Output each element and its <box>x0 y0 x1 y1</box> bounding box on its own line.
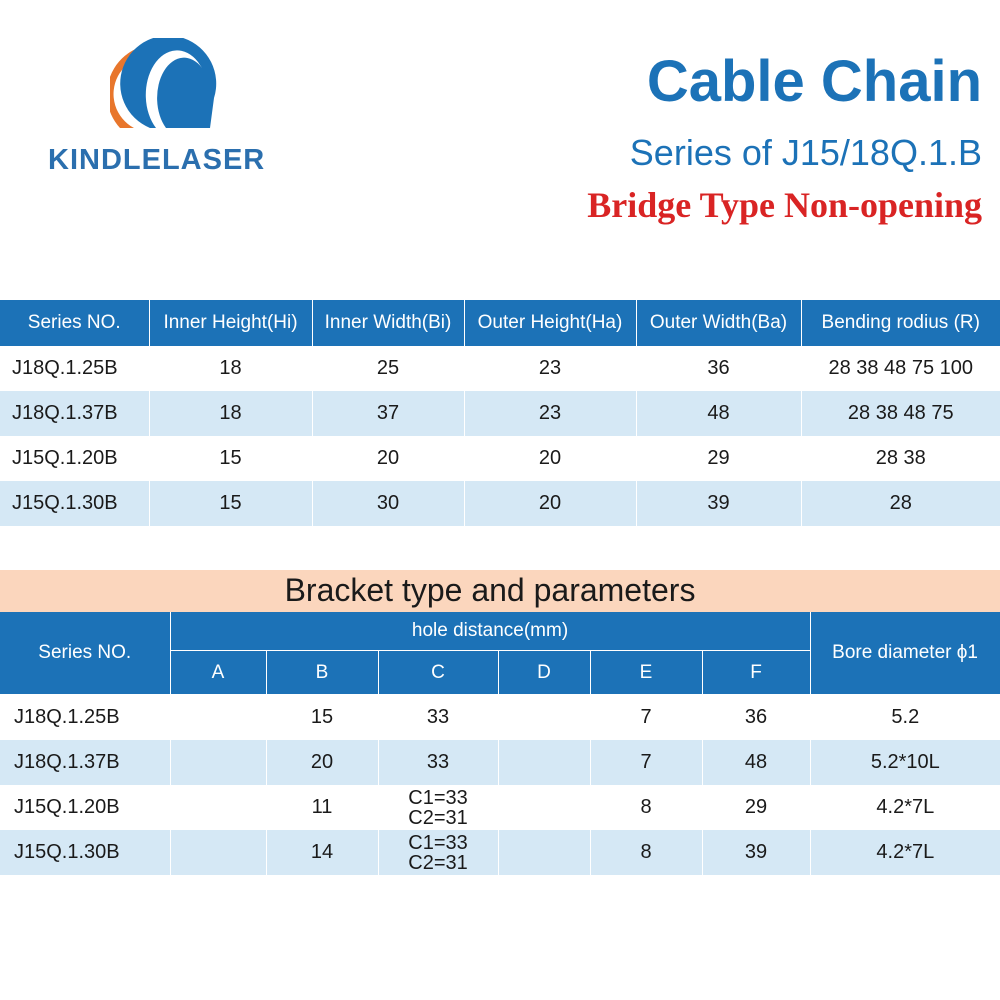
table-cell <box>498 695 590 741</box>
bore-header: Bore diameter ϕ1 <box>810 612 1000 695</box>
column-header: Bending rodius (R) <box>801 300 1000 346</box>
table-cell: 14 <box>266 830 378 875</box>
table-cell: 25 <box>312 346 464 391</box>
table-cell: J15Q.1.20B <box>0 436 149 481</box>
table-cell: 8 <box>590 830 702 875</box>
table-cell <box>378 695 498 741</box>
table-cell: 15 <box>266 695 378 741</box>
table-cell: 4.2*7L <box>810 830 1000 875</box>
column-header-c: C <box>378 651 498 695</box>
table-cell: 36 <box>636 346 801 391</box>
table-cell: 36 <box>702 695 810 741</box>
brand-logo <box>40 38 290 178</box>
table-cell <box>170 830 266 875</box>
bracket-header-row <box>0 612 1000 651</box>
c2-value: C2=31 <box>408 806 468 829</box>
table-cell: 7 <box>590 695 702 741</box>
table-cell: 39 <box>636 481 801 526</box>
table-cell: 20 <box>464 436 636 481</box>
table-cell: 4.2*7L <box>810 785 1000 830</box>
table-row <box>0 481 1000 526</box>
c2-value: C2=31 <box>408 851 468 874</box>
column-header: Inner Width(Bi) <box>312 300 464 346</box>
table-row <box>0 695 1000 741</box>
table-cell: 20 <box>312 436 464 481</box>
table-cell <box>498 740 590 785</box>
page-subtitle: Series of J15/18Q.1.B <box>629 132 982 173</box>
section-title: Bracket type and parameters <box>284 572 696 608</box>
table-cell: 11 <box>266 785 378 830</box>
table-cell: 37 <box>312 391 464 436</box>
table-cell <box>378 740 498 785</box>
table-cell: 23 <box>464 391 636 436</box>
table-cell: J18Q.1.25B <box>0 695 170 741</box>
page-title: Cable Chain <box>646 49 982 114</box>
table-cell: 30 <box>312 481 464 526</box>
table-cell: 28 38 48 75 100 <box>801 346 1000 391</box>
table-cell: 7 <box>590 740 702 785</box>
table-cell: 15 <box>149 436 312 481</box>
table-cell: J18Q.1.25B <box>0 346 149 391</box>
column-header-e: E <box>590 651 702 695</box>
table-cell: 20 <box>266 740 378 785</box>
column-header-a: A <box>170 651 266 695</box>
table-row <box>0 346 1000 391</box>
table-cell: 5.2 <box>810 695 1000 741</box>
table-cell <box>498 785 590 830</box>
product-type: Bridge Type Non-opening <box>587 185 982 225</box>
series-header: Series NO. <box>0 612 170 695</box>
table-row <box>0 391 1000 436</box>
table-row <box>0 740 1000 785</box>
table-cell: J15Q.1.30B <box>0 481 149 526</box>
logo-graphic <box>110 38 220 138</box>
table-cell: 18 <box>149 346 312 391</box>
hole-distance-header: hole distance(mm) <box>170 612 810 651</box>
spec-table-header <box>0 300 1000 346</box>
c1-value: C1=33 <box>408 786 468 809</box>
table-cell: 23 <box>464 346 636 391</box>
table-cell: 20 <box>464 481 636 526</box>
table-cell <box>170 695 266 741</box>
column-header: Outer Height(Ha) <box>464 300 636 346</box>
spec-table <box>0 300 1000 526</box>
column-header-b: B <box>266 651 378 695</box>
column-header-d: D <box>498 651 590 695</box>
table-cell: 5.2*10L <box>810 740 1000 785</box>
column-header-f: F <box>702 651 810 695</box>
table-cell: 28 38 48 75 <box>801 391 1000 436</box>
c-value: 33 <box>426 751 450 773</box>
table-cell <box>498 830 590 875</box>
table-row <box>0 830 1000 875</box>
table-cell: J15Q.1.20B <box>0 785 170 830</box>
logo-text: KINDLELASER <box>48 144 266 176</box>
table-cell: 28 38 <box>801 436 1000 481</box>
table-cell <box>170 785 266 830</box>
c-value: 33 <box>426 706 450 728</box>
table-cell: J18Q.1.37B <box>0 740 170 785</box>
table-cell: J15Q.1.30B <box>0 830 170 875</box>
table-cell: 48 <box>636 391 801 436</box>
column-header: Inner Height(Hi) <box>149 300 312 346</box>
bracket-table <box>0 612 1000 875</box>
table-cell: 18 <box>149 391 312 436</box>
table-cell <box>170 740 266 785</box>
table-cell: 29 <box>636 436 801 481</box>
table-cell: 8 <box>590 785 702 830</box>
table-row <box>0 436 1000 481</box>
table-row <box>0 785 1000 830</box>
table-cell: 28 <box>801 481 1000 526</box>
column-header: Series NO. <box>0 300 149 346</box>
table-cell: 15 <box>149 481 312 526</box>
table-cell: 39 <box>702 830 810 875</box>
table-cell: 48 <box>702 740 810 785</box>
table-cell <box>378 830 498 875</box>
column-header: Outer Width(Ba) <box>636 300 801 346</box>
table-cell: 29 <box>702 785 810 830</box>
table-cell <box>378 785 498 830</box>
c1-value: C1=33 <box>408 831 468 854</box>
table-cell: J18Q.1.37B <box>0 391 149 436</box>
